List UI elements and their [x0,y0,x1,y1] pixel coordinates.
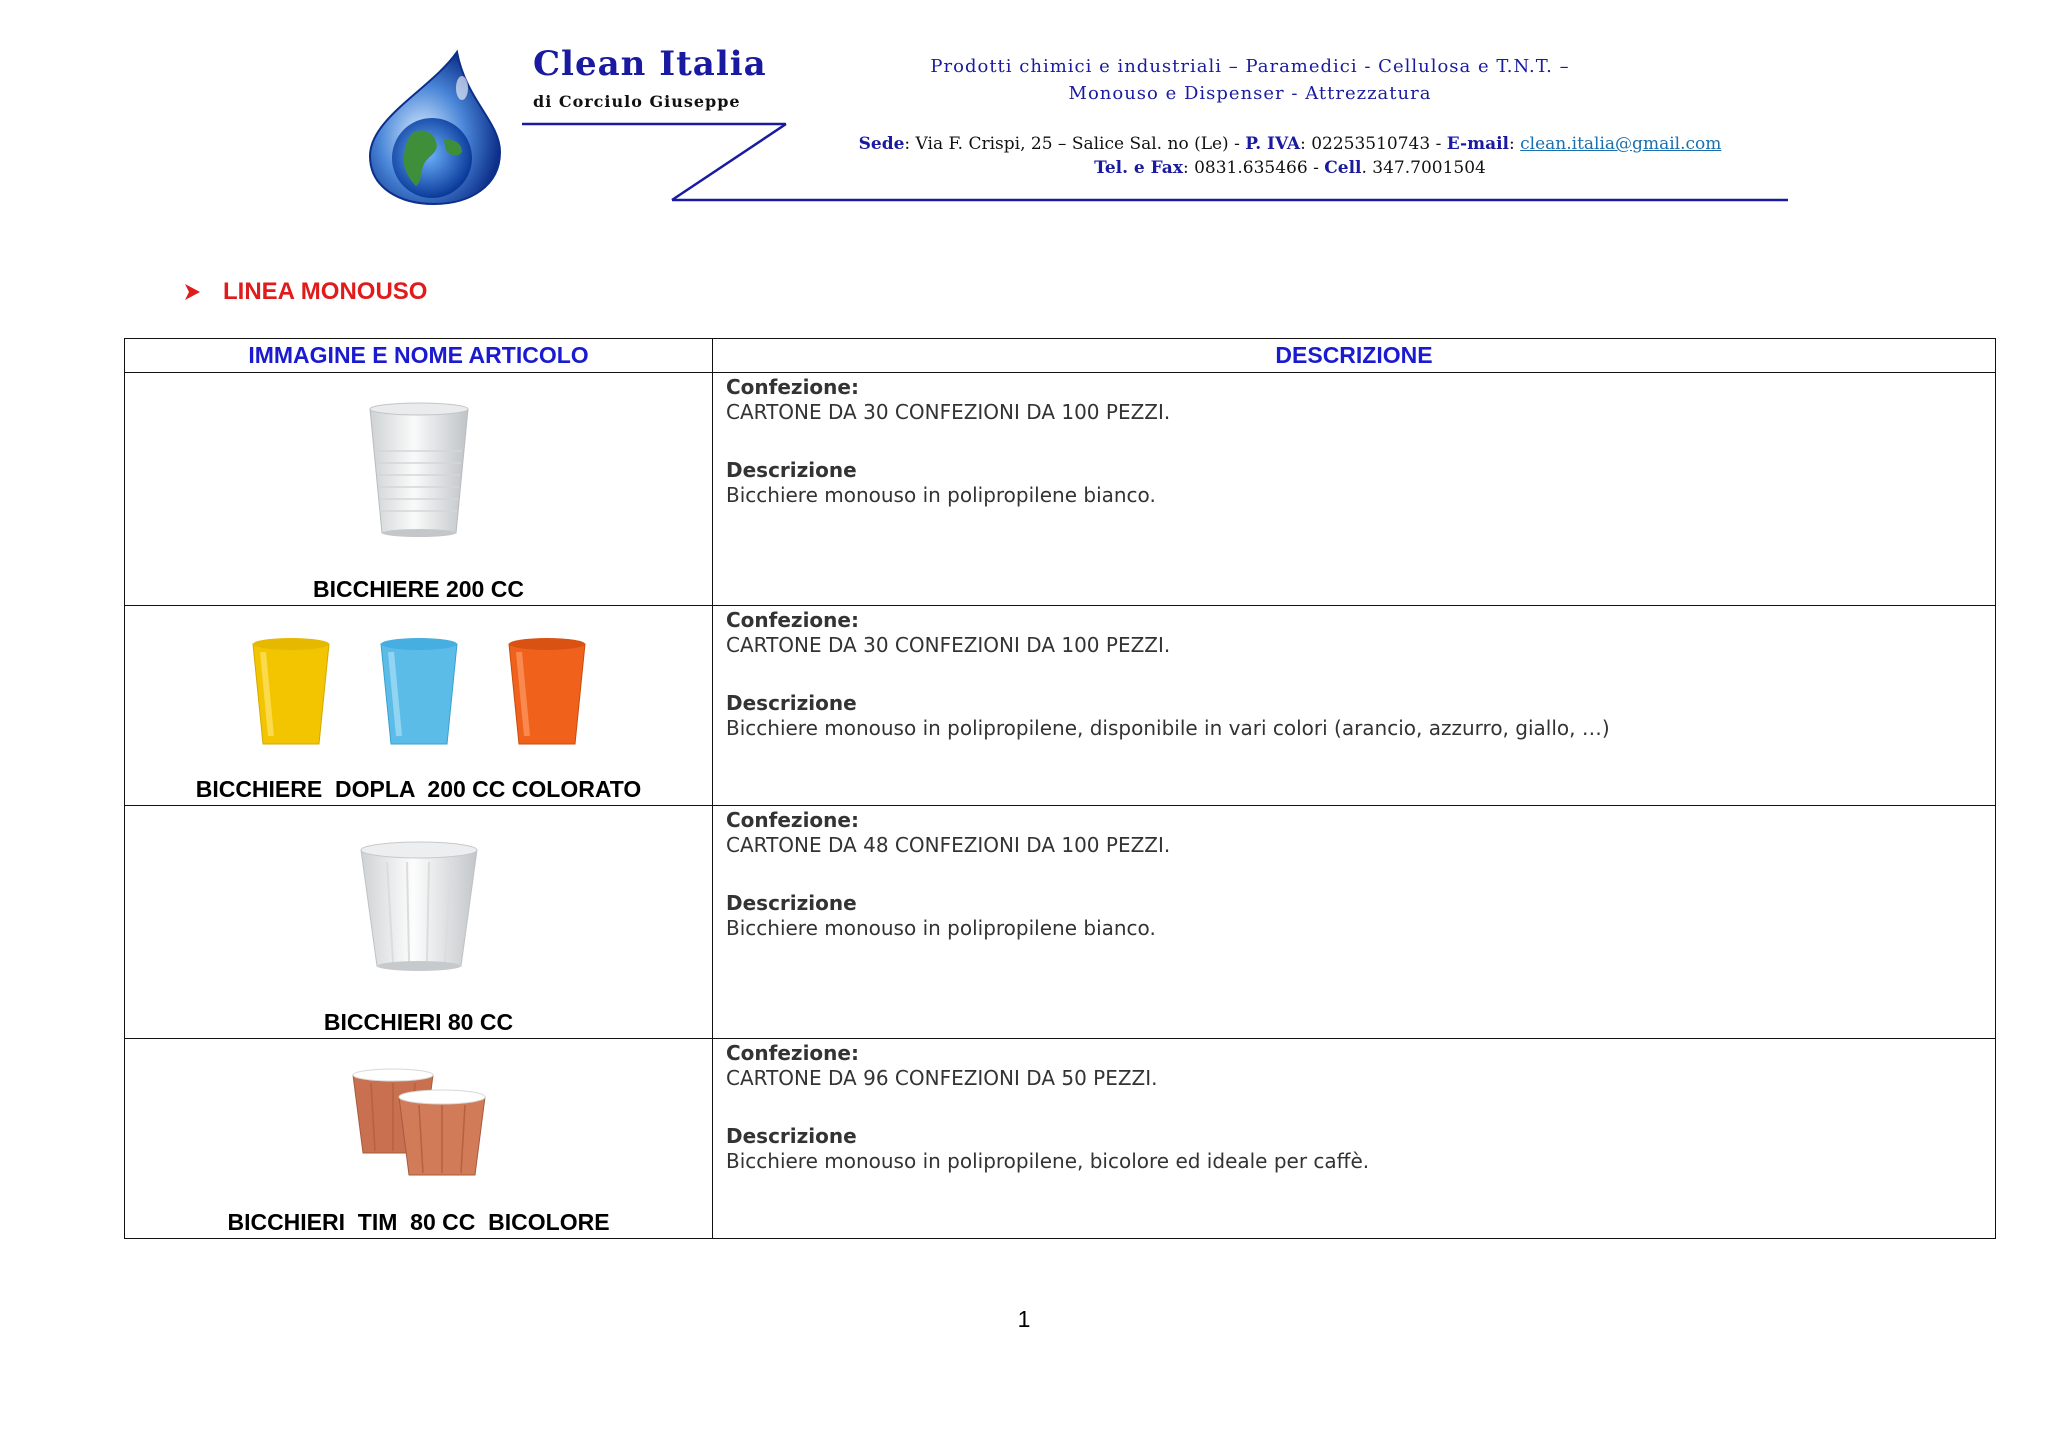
confezione-text: CARTONE DA 96 CONFEZIONI DA 50 PEZZI. [726,1066,1158,1090]
tagline-categories: Monouso e Dispenser - Attrezzatura [1068,83,1432,104]
table-header-row [125,339,1996,373]
letterhead [0,0,2048,220]
item-name: BICCHIERE 200 CC [313,576,524,602]
confezione-text: CARTONE DA 30 CONFEZIONI DA 100 PEZZI. [726,633,1171,657]
confezione-text: CARTONE DA 30 CONFEZIONI DA 100 PEZZI. [726,400,1171,424]
table-row [125,373,1996,606]
descrizione-label: Descrizione [726,1124,857,1148]
piva-label: P. IVA [1245,134,1301,154]
image-cell [125,373,713,606]
section-heading [183,278,427,306]
small-white-cup-icon [357,838,481,974]
confezione-label: Confezione: [726,375,859,399]
tel-value: : 0831.635466 - [1182,158,1325,178]
table-row [125,606,1996,806]
blue-cup-icon [377,636,461,748]
email-label: E-mail [1446,134,1509,154]
image-cell [125,1039,713,1239]
company-name: Clean Italia [533,44,767,84]
item-name: BICCHIERI TIM 80 CC BICOLORE [227,1209,610,1235]
descrizione-label: Descrizione [726,458,857,482]
tel-label: Tel. e Fax [1094,158,1183,178]
descrizione-text: Bicchiere monouso in polipropilene, bicolore ed ideale per caffè. [726,1149,1370,1173]
company-address [770,134,1810,154]
confezione-label: Confezione: [726,608,859,632]
page-number: 1 [1017,1306,1031,1332]
confezione-text: CARTONE DA 48 CONFEZIONI DA 100 PEZZI. [726,833,1171,857]
yellow-cup-icon [249,636,333,748]
description-cell [713,806,1996,1039]
email-separator: : [1509,134,1521,154]
descrizione-label: Descrizione [726,891,857,915]
image-cell [125,606,713,806]
orange-cup-icon [505,636,589,748]
email-link[interactable]: clean.italia@gmail.com [1520,134,1722,154]
description-cell [713,606,1996,806]
header-image-name: IMMAGINE E NOME ARTICOLO [125,339,713,373]
descrizione-text: Bicchiere monouso in polipropilene bianco. [726,483,1156,507]
descrizione-label: Descrizione [726,691,857,715]
cell-label: Cell [1324,158,1362,178]
item-name: BICCHIERE DOPLA 200 CC COLORATO [195,776,642,802]
image-cell [125,806,713,1039]
confezione-label: Confezione: [726,1041,859,1065]
sede-value: : Via F. Crispi, 25 – Salice Sal. no (Le) - [904,134,1246,154]
sede-label: Sede [858,134,905,154]
section-title: LINEA MONOUSO [223,278,428,305]
descrizione-text: Bicchiere monouso in polipropilene bianco. [726,916,1156,940]
white-cup-icon [364,401,474,541]
header-description: DESCRIZIONE [713,339,1996,373]
table-row [125,806,1996,1039]
table-row [125,1039,1996,1239]
description-cell [713,1039,1996,1239]
piva-value: : 02253510743 - [1300,134,1447,154]
bicolor-cups-icon [349,1067,489,1179]
confezione-label: Confezione: [726,808,859,832]
descrizione-text: Bicchiere monouso in polipropilene, disponibile in vari colori (arancio, azzurro, giallo, …) [726,716,1610,740]
company-owner: di Corciulo Giuseppe [533,92,741,111]
tagline-products: Prodotti chimici e industriali – Paramedici - Cellulosa e T.N.T. – [930,56,1570,77]
product-table [124,338,1996,1239]
cell-value: . 347.7001504 [1361,158,1486,178]
arrow-bullet-icon [183,283,201,301]
header-decor-lines [0,0,2048,220]
company-contacts [770,158,1810,178]
item-name: BICCHIERI 80 CC [323,1009,514,1035]
description-cell [713,373,1996,606]
